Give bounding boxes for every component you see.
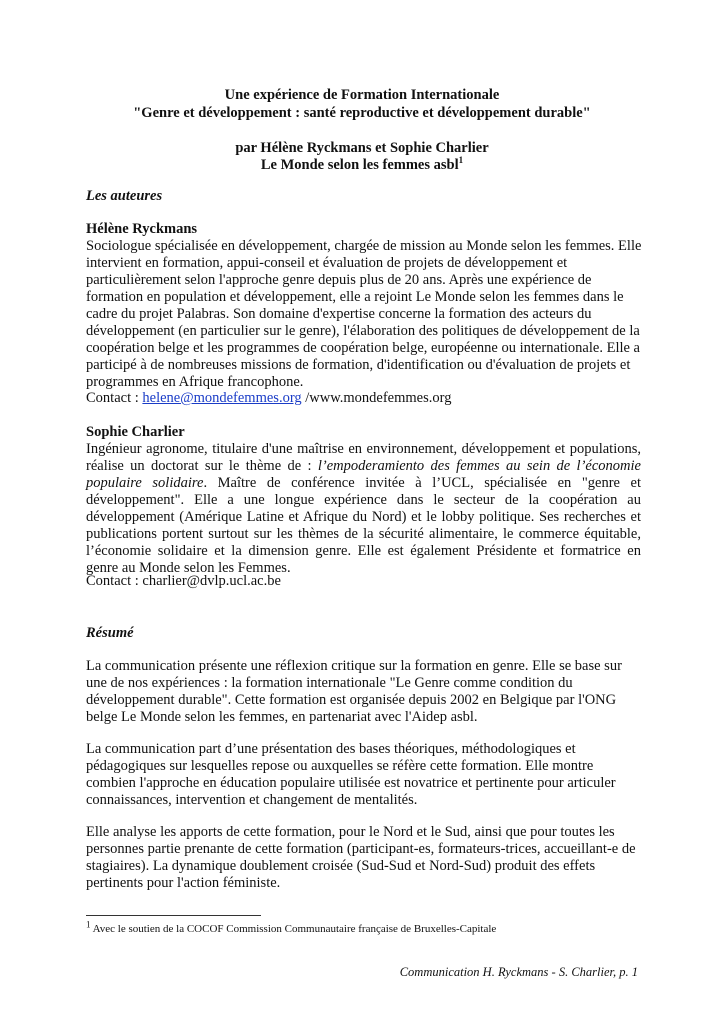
bio-sophie-part2: . Maître de conférence invitée à l’UCL, spécialisée en "genre et développement". Elle a une longue expérience dans le secteur de la coopération au développement (Amérique Latine et Afrique du Nord) et le lobby politique. Ses recherches et publications portent surtout sur les thèmes de la sécurité alimentaire, le commerce équitable, l’économie solidaire et la dimension genre. Elle est également Présidente et formatrice en genre au Monde selon les Femmes.	[86, 475, 641, 576]
org-name: Le Monde selon les femmes asbl	[260, 157, 459, 173]
authors-line: par Hélène Ryckmans et Sophie Charlier	[235, 140, 489, 156]
section-heading-authors: Les auteures	[86, 188, 163, 204]
footnote-ref: 1	[458, 155, 464, 166]
contact-label: Contact :	[86, 390, 143, 406]
bio-sophie-thesis-title: l’empoderamiento des femmes au sein de l’économie populaire solidaire	[86, 458, 641, 491]
footnote-divider	[86, 915, 261, 916]
footnote	[86, 919, 497, 936]
bio-sophie-part1: Ingénieur agronome, titulaire d'une maîtrise en environnement, développement et populations, réalise un doctorat sur le thème de :	[86, 441, 641, 474]
section-heading-resume: Résumé	[86, 625, 134, 641]
footnote-mark: 1	[86, 919, 91, 930]
author-bio-sophie	[86, 441, 641, 577]
resume-paragraph-2: La communication part d’une présentation des bases théoriques, méthodologiques et pédagogiques sur lesquelles repose ou auxquelles se réfère cette formation. Elle montre combien l'approche en éducation populaire utilisée est novatrice et pertinente pour articuler connaissances, intervention et changement de mentalités.	[86, 741, 616, 808]
footnote-text: Avec le soutien de la COCOF Commission Communautaire française de Bruxelles-Capitale	[90, 923, 497, 935]
org-line	[0, 156, 724, 174]
title-line-2: "Genre et développement : santé reproductive et développement durable"	[133, 105, 591, 121]
website-text: /www.mondefemmes.org	[301, 390, 452, 406]
email-link-helene[interactable]: helene@mondefemmes.org	[142, 390, 302, 406]
author-name-helene: Hélène Ryckmans	[86, 221, 198, 237]
title-line-1: Une expérience de Formation Internationale	[224, 87, 500, 103]
page-footer: Communication H. Ryckmans - S. Charlier, p. 1	[399, 965, 638, 979]
resume-paragraph-3: Elle analyse les apports de cette formation, pour le Nord et le Sud, ainsi que pour toutes les personnes partie prenante de cette formation (participant-es, formateurs-trices, accueillant-e de stagiaires). La dynamique doublement croisée (Sud-Sud et Nord-Sud) produit des effets pertinents pour l'action féministe.	[86, 824, 636, 891]
author-bio-helene: Sociologue spécialisée en développement, chargée de mission au Monde selon les femmes. Elle intervient en formation, appui-conseil et évaluation de projets de développement et particulièrement selon l'approche genre depuis plus de 20 ans. Après une expérience de formation en population et développement, elle a rejoint Le Monde selon les femmes dans le cadre du projet Palabras. Son domaine d'expertise concerne la formation des acteurs du développement (en particulier sur le genre), l'élaboration des politiques de développement de la coopération belge et les programmes de coopération belge, européenne ou internationale. Elle a participé à de nombreuses missions de formation, d'identification ou d'évaluation de projets et programmes en Afrique francophone.	[86, 238, 642, 390]
contact-sophie: Contact : charlier@dvlp.ucl.ac.be	[86, 573, 281, 589]
resume-paragraph-1: La communication présente une réflexion critique sur la formation en genre. Elle se base sur une de nos expériences : la formation internationale "Le Genre comme condition du développement durable". Cette formation est organisée depuis 2002 en Belgique par l'ONG belge Le Monde selon les femmes, en partenariat avec l'Aidep asbl.	[86, 658, 622, 725]
author-name-sophie: Sophie Charlier	[86, 424, 185, 440]
contact-helene	[86, 390, 641, 407]
